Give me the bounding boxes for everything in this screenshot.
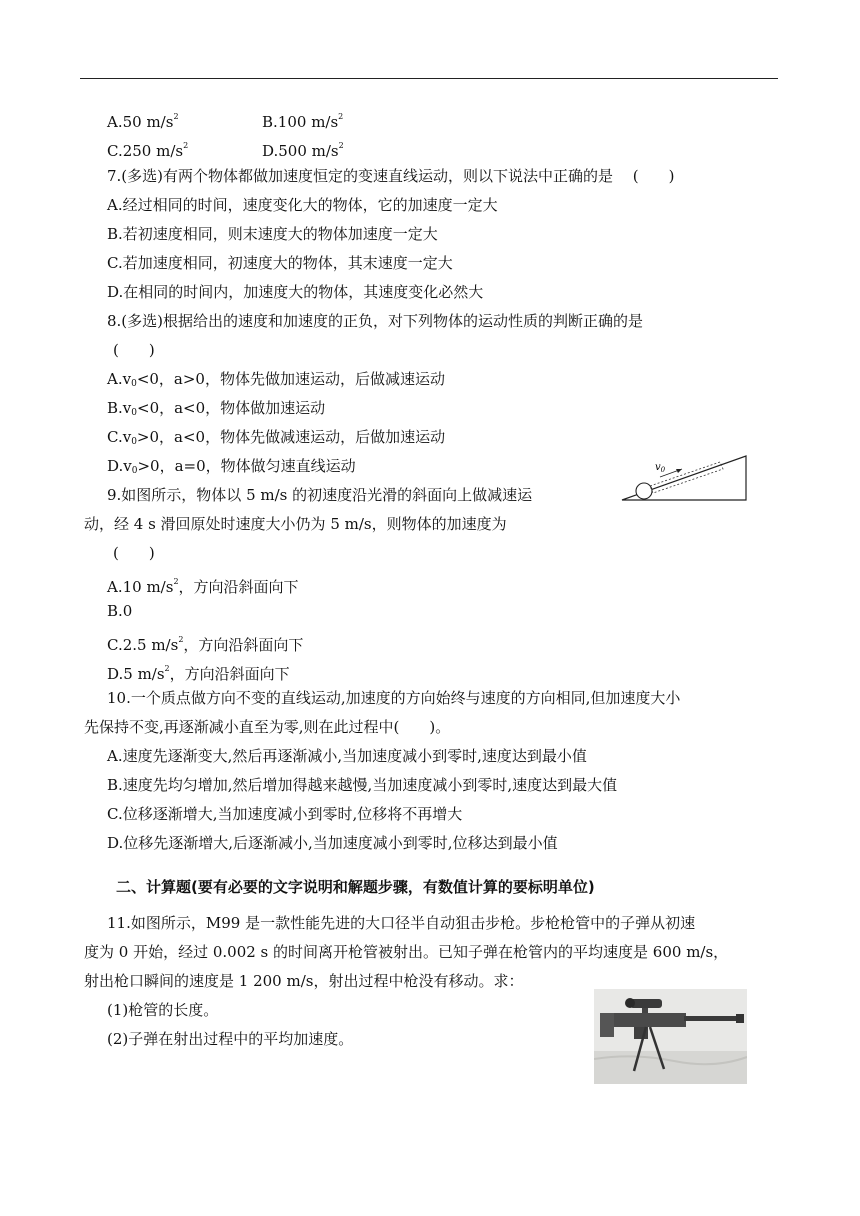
q8-stem: 8.(多选)根据给出的速度和加速度的正负，对下列物体的运动性质的判断正确的是 — [107, 312, 644, 330]
q10-option-a: A.速度先逐渐变大,然后再逐渐减小,当加速度减小到零时,速度达到最小值 — [107, 747, 587, 765]
section-title: 二、计算题(要有必要的文字说明和解题步骤，有数值计算的要标明单位) — [116, 878, 595, 896]
q9-option-a: A.10 $m/s^2$，方向沿斜面向下 — [107, 577, 299, 596]
q11-line1: 11.如图所示，M99 是一款性能先进的大口径半自动狙击步枪。步枪枪管中的子弹从初速 — [107, 914, 696, 932]
rifle-photo — [594, 989, 747, 1084]
q8-option-c: $C.v_0>0$，a<0，物体先做减速运动，后做加速运动 — [107, 428, 446, 447]
q8-option-b: $B.v_0<0$，a<0，物体做加速运动 — [107, 399, 326, 418]
q11-line2: 度为 0 开始，经过 0.002 s 的时间离开枪管被射出。已知子弹在枪管内的平均速度是 600 m/s， — [84, 943, 729, 961]
q10-stem-line1: 10.一个质点做方向不变的直线运动,加速度的方向始终与速度的方向相同,但加速度大小 — [107, 689, 681, 707]
q11-line3: 射出枪口瞬间的速度是 1 200 m/s，射出过程中枪没有移动。求： — [84, 972, 524, 990]
q7-stem: 7.(多选)有两个物体都做加速度恒定的变速直线运动，则以下说法中正确的是 ( ) — [107, 167, 675, 185]
q6-option-c: C.250 $m/s^2$ — [107, 141, 189, 160]
q10-option-b: B.速度先均匀增加,然后增加得越来越慢,当加速度减小到零时,速度达到最大值 — [107, 776, 618, 794]
q10-stem-line2: 先保持不变,再逐渐减小直至为零,则在此过程中( )。 — [84, 718, 451, 736]
q7-option-b: B.若初速度相同，则末速度大的物体加速度一定大 — [107, 225, 438, 243]
q11-sub1: (1)枪管的长度。 — [107, 1001, 219, 1019]
q9-option-b: B.0 — [107, 602, 133, 620]
q10-option-d: D.位移先逐渐增大,后逐渐减小,当加速度减小到零时,位移达到最小值 — [107, 834, 558, 852]
header-rule — [80, 78, 778, 79]
q8-option-a: $A.v_0<0$，a>0，物体先做加速运动，后做减速运动 — [107, 370, 445, 389]
rifle-stock — [600, 1013, 614, 1037]
q9-option-c: C.2.5 $m/s^2$，方向沿斜面向下 — [107, 635, 304, 654]
ball-shape — [636, 483, 652, 499]
q9-option-d: D.5 $m/s^2$，方向沿斜面向下 — [107, 664, 290, 683]
q6-option-d: D.500 $m/s^2$ — [262, 141, 344, 160]
q11-sub2: (2)子弹在射出过程中的平均加速度。 — [107, 1030, 354, 1048]
q10-option-c: C.位移逐渐增大,当加速度减小到零时,位移将不再增大 — [107, 805, 463, 823]
q8-option-d: $D.v_0>0$，a=0，物体做匀速直线运动 — [107, 457, 356, 476]
q8-answer-bracket: ( ) — [113, 341, 155, 359]
q9-answer-bracket: ( ) — [113, 544, 155, 562]
rifle-barrel — [684, 1016, 742, 1021]
q9-stem-line1: 9.如图所示，物体以 5 m/s 的初速度沿光滑的斜面向上做减速运 — [107, 486, 533, 504]
q6-option-a: A.50 $m/s^2$ — [107, 112, 179, 131]
q7-option-c: C.若加速度相同，初速度大的物体，其末速度一定大 — [107, 254, 453, 272]
rifle-body — [606, 1013, 686, 1027]
q7-option-d: D.在相同的时间内，加速度大的物体，其速度变化必然大 — [107, 283, 484, 301]
q9-stem-line2: 动，经 4 s 滑回原处时速度大小仍为 5 m/s，则物体的加速度为 — [84, 515, 507, 533]
incline-figure — [620, 452, 748, 502]
velocity-label: $v_0$ — [655, 462, 666, 474]
q7-option-a: A.经过相同的时间，速度变化大的物体，它的加速度一定大 — [107, 196, 498, 214]
q6-option-b: B.100 $m/s^2$ — [262, 112, 344, 131]
